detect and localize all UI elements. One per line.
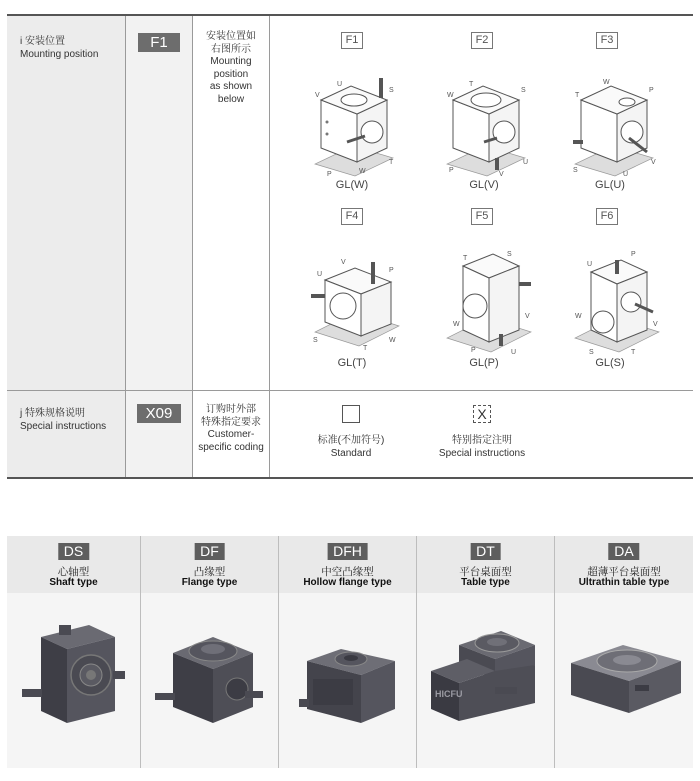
row-divider: [7, 390, 693, 391]
mounting-description: [193, 31, 269, 106]
svg-text:U: U: [523, 159, 529, 166]
svg-text:P: P: [471, 347, 476, 354]
svg-text:U: U: [317, 271, 323, 278]
desc-cn-line: 订购时外部: [206, 404, 256, 415]
svg-text:W: W: [389, 337, 396, 344]
flange-type-reducer-image: [153, 619, 267, 729]
position-tag-f4: F4: [341, 208, 363, 225]
type-image-area: [141, 593, 278, 768]
svg-text:T: T: [631, 349, 636, 356]
svg-text:S: S: [313, 337, 318, 344]
type-name-cn: 凸缘型: [193, 566, 226, 578]
type-header: [141, 536, 278, 593]
ultrathin-table-reducer-image: [563, 623, 689, 719]
type-name-cn: 平台桌面型: [459, 566, 512, 578]
special-description: [193, 404, 269, 454]
hollow-flange-reducer-image: [293, 619, 405, 729]
mounting-label-cn: i 安装位置: [20, 36, 65, 47]
desc-en-line: position: [213, 68, 249, 80]
type-ds: [7, 536, 140, 768]
svg-text:T: T: [469, 81, 474, 88]
svg-text:S: S: [507, 251, 512, 258]
type-header: [555, 536, 693, 593]
desc-en-line: below: [217, 93, 245, 105]
desc-en-line: Mounting: [210, 56, 252, 67]
svg-text:T: T: [463, 255, 468, 262]
type-header: [279, 536, 416, 593]
svg-text:U: U: [587, 261, 593, 268]
svg-text:U: U: [511, 349, 517, 356]
type-image-area: [279, 593, 416, 768]
position-name-t: GL(T): [337, 357, 367, 369]
type-name-en: Hollow flange type: [303, 577, 392, 588]
svg-text:T: T: [363, 345, 368, 351]
type-code: DT: [470, 543, 501, 560]
svg-text:S: S: [521, 87, 526, 94]
type-header: [417, 536, 554, 593]
special-code: X09: [137, 404, 181, 423]
position-name-v: GL(V): [469, 179, 499, 191]
svg-text:V: V: [525, 313, 530, 320]
svg-text:V: V: [499, 171, 504, 177]
svg-text:P: P: [389, 267, 394, 274]
column-divider-3: [269, 16, 270, 477]
type-dt: [417, 536, 554, 768]
type-name-cn: 心轴型: [57, 566, 90, 578]
svg-text:W: W: [359, 168, 366, 175]
desc-cn-line: 特殊指定要求: [201, 416, 261, 428]
option-cn: 标准(不加符号): [317, 435, 385, 446]
type-code: DF: [194, 543, 225, 560]
type-name-en: Ultrathin table type: [578, 577, 670, 588]
svg-text:P: P: [649, 87, 654, 94]
type-code: DS: [58, 543, 89, 560]
standard-option-label: [301, 435, 401, 460]
type-image-area: [7, 593, 140, 768]
gearbox-diagram-w: [307, 72, 397, 177]
svg-text:S: S: [589, 349, 594, 356]
type-df: [141, 536, 278, 768]
svg-text:V: V: [653, 321, 658, 328]
svg-text:V: V: [341, 259, 346, 266]
type-name-en: Flange type: [181, 577, 238, 588]
svg-text:P: P: [449, 167, 454, 174]
position-name-s: GL(S): [595, 357, 625, 369]
option-en: Standard: [330, 447, 372, 459]
table-type-reducer-image: [425, 617, 551, 729]
special-option-label: [427, 435, 537, 460]
special-checkbox[interactable]: X: [473, 405, 491, 423]
position-tag-f5: F5: [471, 208, 493, 225]
special-label-en: Special instructions: [20, 421, 107, 432]
svg-text:T: T: [389, 159, 394, 166]
desc-cn-line: 安装位置如: [206, 31, 256, 42]
svg-text:S: S: [389, 87, 394, 94]
position-name-u: GL(U): [595, 179, 625, 191]
option-cn: 特别指定注明: [452, 435, 512, 446]
svg-text:U: U: [623, 171, 629, 177]
svg-text:W: W: [447, 92, 454, 99]
svg-text:V: V: [651, 159, 656, 166]
desc-en-line: specific coding: [198, 441, 264, 453]
svg-text:W: W: [453, 321, 460, 328]
svg-text:S: S: [573, 167, 578, 174]
option-en: Special instructions: [438, 447, 526, 459]
brand-mark: HICFU: [435, 689, 463, 699]
position-tag-f6: F6: [596, 208, 618, 225]
desc-en-line: as shown: [209, 81, 253, 92]
type-code: DA: [608, 543, 639, 560]
special-label: [20, 407, 106, 433]
column-divider-1: [125, 16, 126, 477]
svg-text:U: U: [337, 81, 343, 88]
type-dfh: [279, 536, 416, 768]
type-code: DFH: [327, 543, 368, 560]
gearbox-diagram-p: [439, 246, 539, 356]
standard-checkbox[interactable]: [342, 405, 360, 423]
svg-text:P: P: [631, 251, 636, 258]
svg-text:T: T: [575, 92, 580, 99]
gearbox-diagram-v: [439, 72, 529, 177]
desc-en-line: Customer-: [207, 429, 255, 440]
svg-text:P: P: [327, 171, 332, 177]
table-top-rule: [7, 14, 693, 16]
mounting-label-en: Mounting position: [20, 49, 99, 60]
gearbox-diagram-t: [307, 246, 407, 351]
position-tag-f1: F1: [341, 32, 363, 49]
type-name-en: Shaft type: [49, 577, 98, 588]
position-tag-f2: F2: [471, 32, 493, 49]
type-name-cn: 超薄平台桌面型: [587, 566, 661, 578]
type-da: [555, 536, 693, 768]
product-types: [7, 536, 693, 768]
desc-cn-line: 右图所示: [211, 43, 251, 55]
special-label-cn: j 特殊规格说明: [20, 408, 85, 419]
gearbox-diagram-s: [567, 246, 667, 356]
mounting-code: F1: [138, 33, 180, 52]
position-name-p: GL(P): [469, 357, 499, 369]
svg-text:V: V: [315, 92, 320, 99]
gearbox-diagram-u: [567, 72, 657, 177]
table-bottom-rule: [7, 477, 693, 479]
spec-table: [7, 14, 693, 479]
svg-text:W: W: [575, 313, 582, 320]
type-image-area: [417, 593, 554, 768]
position-name-w: GL(W): [335, 179, 369, 191]
mounting-label: [20, 35, 98, 61]
type-name-en: Table type: [461, 577, 510, 588]
type-image-area: [555, 593, 693, 768]
position-tag-f3: F3: [596, 32, 618, 49]
type-name-cn: 中空凸缘型: [321, 566, 374, 578]
svg-text:W: W: [603, 79, 610, 86]
shaft-type-reducer-image: [19, 619, 129, 731]
type-header: [7, 536, 140, 593]
